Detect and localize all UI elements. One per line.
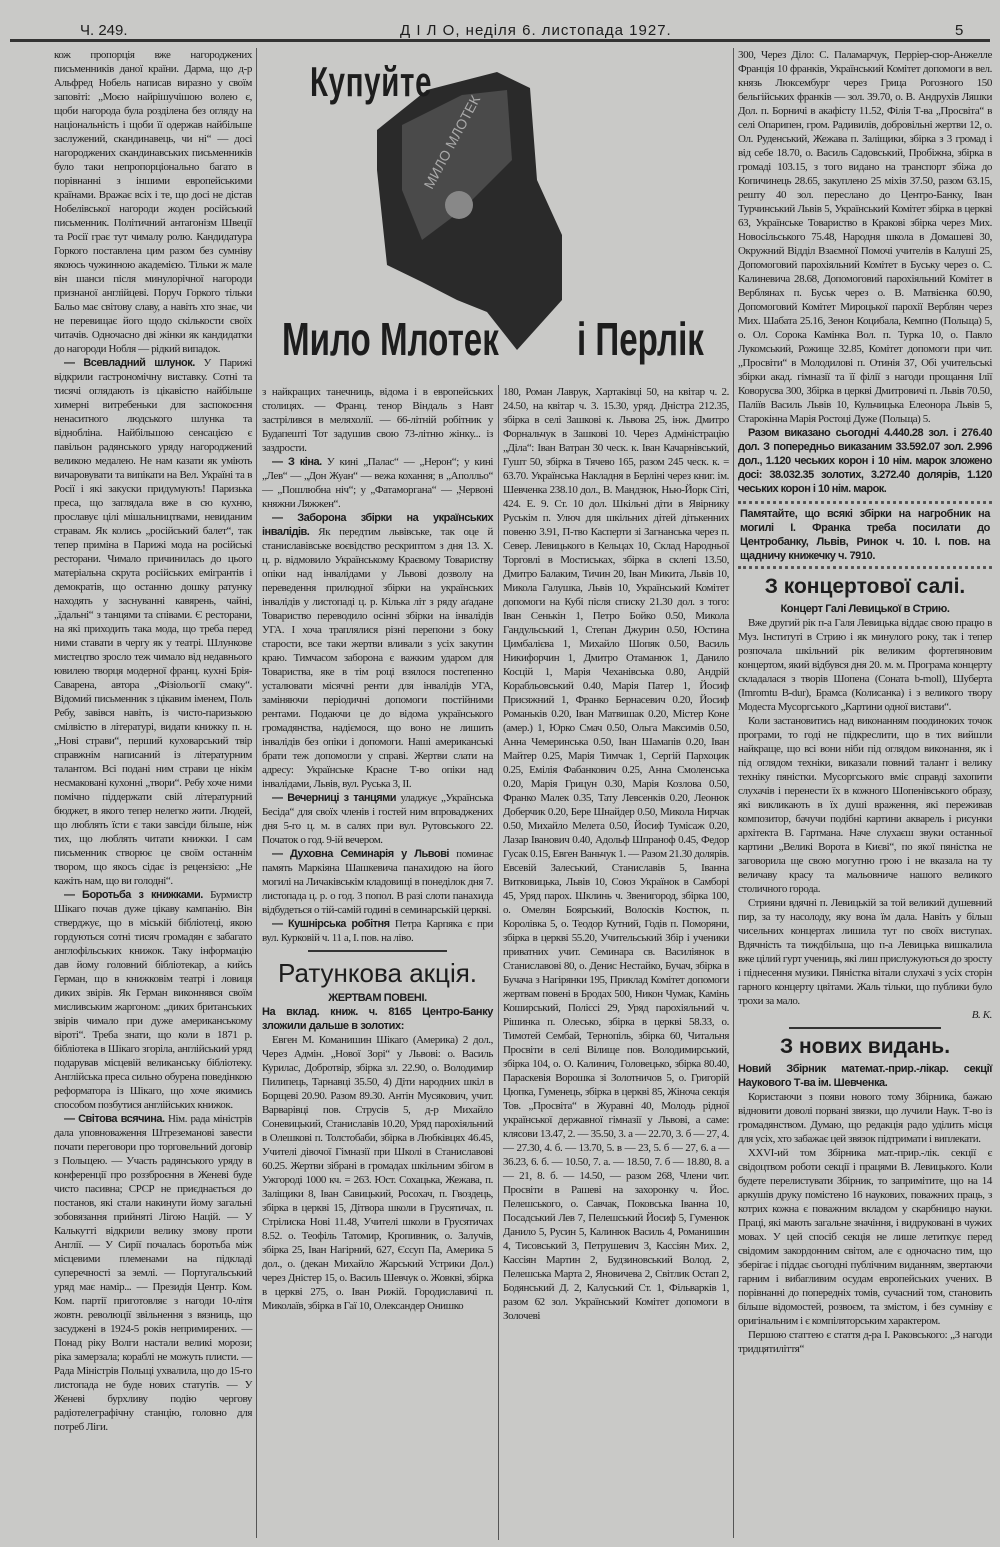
- concert-title: З концертової салі.: [764, 575, 966, 598]
- article-text: Нім. рада міністрів дала уповноваження Штреземанові завести почати переговори про торговельний договір з Польщею. — Участь радянського уряду в конференції про роззброєння в Женеві буде чисто пасивна; СРСР не приєднається до постанов, які стали накинути йому загальні зобовязання прийняті Лігою Націй. — У Калькутті відкрили велику змову проти Англії. — У Сирії почалась боротьба між місцевими племенами на підкладі суперечності за землі. — Португальський уряд має намір... — Президія Центр. Ком. Ком. партії приготовляє з нагоди 10-літя жовтн. революції звільнення з вязниць, що засуджені в 1924-5 років непримирених. — Понад ріку Волги настали великі морози; ріка замерзала; кораблі не можуть плисти. — Рада Міністрів Польщі ухвалила, що до 15-го листопада не буде нових статутів. — У Женеві бурхливу подію чергову радіотелеграфічну станцію, головно для потреб Ліги.: [54, 1113, 252, 1433]
- article-heading: — Всевладний шлунок.: [64, 357, 195, 369]
- article-heading: — Духовна Семинарія у Львові: [272, 848, 449, 860]
- author-signature: В. К.: [971, 1009, 992, 1021]
- article-heading: — Заборона збірки на українських інвалідів.: [262, 512, 493, 538]
- article-text: уладжує „Українська Бесіда“ для своїх членів і гостей ним впроваджених дня 5-го ц. м. в салях при вул. Рутовського 22. Початок о год. 9-ій вечером.: [262, 792, 493, 846]
- article-heading: — Світова всячина.: [64, 1113, 165, 1125]
- relief-subtitle: ЖЕРТВАМ ПОВЕНІ.: [328, 992, 427, 1004]
- ad-headline: Купуйте: [310, 58, 433, 105]
- column-divider: [498, 385, 499, 1540]
- column-divider: [733, 48, 734, 1538]
- article-heading: — З кіна.: [272, 456, 322, 468]
- relief-intro: На вклад. книж. ч. 8165 Центро-Банку зложили дальше в золотих:: [262, 1006, 493, 1032]
- books-subtitle: Новий Збірник математ.-прир.-лікар. секції Наукового Т-ва ім. Шевченка.: [738, 1063, 992, 1089]
- article-text: Стрияни вдячні п. Левицькій за той великий душевний пир, за ту насолоду, яку вона їм дала. Навіть у більш чисельних концертах лишила тут по своїх виступах. Вдячність та тиждбільша, що п-а Левицька вишкалила вже цілий гурт учениць, які лиш прислужуються до зросту і піднесення музики. Пяністка вітали слухачі з усіх сторін гарного концерту цвітами. Жаль тільки, що публики було трохи за мало.: [738, 897, 992, 1007]
- page-number: 5: [955, 22, 964, 39]
- article-text: Бурмистр Шікаго почав дуже цікаву кампанію. Він стверджує, що в міській бібліотеці, якою гордуються сотні тисяч громадян є забагато англофільських книжок. Таку інформацію дав йому головний бібліотекар, а кийсь Герман, що в книжковім театрі і ловиця диких звірів. Як Герман виконнявся своїм мисливським жаргоном: „диких британських звірів чимало при дуже американському віроті“. Треба знати, що коли в 1871 р. бібліотека в Шікаго згоріла, англійський уряд подарував місцевій великанську бібліотеку. Англійська преса сильно обурена поведінкою реформатора із Шікаго, що хоче якимись способом позбутися англійських книжок.: [54, 889, 252, 1111]
- relief-title: Ратункова акція.: [277, 958, 478, 988]
- column-3: [503, 385, 729, 1323]
- article-heading: — Боротьба з книжками.: [64, 889, 203, 901]
- ad-product-name-2: і Перлік: [577, 313, 704, 365]
- article-text: Петра Карпяка є при вул. Курковій ч. 11 а, І. пов. на ліво.: [262, 918, 493, 944]
- article-heading: — Кушнірська робітня: [272, 918, 390, 930]
- donation-list: 300, Через Діло: С. Паламарчук, Перріер-сюр-Анжелле Франція 10 франків, Український Комітет допомоги в вел. князь Люксембург через Грица Рогозного 150 бельгійських франків — зол. 39.70, о. В. Андрухів Ляшки Дол. п. Борничі в акафісту 11.52, Філія Т-ва „Просвіта“ в селі Опарипен, гром. Радивилів, добровільні жертви 12, о. Ол. Руденський, Жежава п. Заліщики, збірка з 3 громад і від себе 18.70, о. Василь Садовський, Пробіжна, збірка в громаді 103.15, з того видано на транспорт збіжа до Копичинець 28.65, закуплено 25 міхів 37.50, разом 63.15, решту 40 зол. переслано до Центро-Банку, Іван Турчинський Львів 5, Український Комітет збірка в церкві 63, Українське Товариство в Кракові збірка через Мих. Новосільського 75.48, Народня школа в Домашеві 30, Окружний Відділ Взаємної Помочі учителів в Калуші 25, Допомоговий парохіяльний Комітет в Буську через о. С. Калиневича 28.68, Допомоговий парохіяльний Комітет в Верблянах п. Буськ через о. В. Матвієнка 60.90, Допомоговий Комітет Мироцької парохії Верблян через Мих. Шабата 25.16, Зенон Коцибала, Кемпно (Польща) 5, о. Ол. Сорока Камінка Вол. п. Турка 10, о. Павло Лукомський, Рожище 32.85, Комітет допомоги при чит. „Просвіти“ в Молодилові п. Отинія 37, Обі учительські збірки акад. гімназії та її філії з нагоди прощання Ілії Коворусва 300, Збірка в церкві Дмитровичі п. Львів 70.50, Паліїв Василь Львів 10, Кульчицька Елеонора Львів 5, Старокінна Марія Ростоці Дуже (Польща) 5.: [738, 49, 992, 425]
- column-1: [54, 48, 252, 1434]
- article-text: з найкращих танечниць, відома і в европейських столицях. — Франц. тенор Віндаль з Навт застрілився в меляхолії. — 66-літній робітник у Будапешті Тот задушив свою 73-літню жінку... із заздрости.: [262, 386, 493, 454]
- column-2: [262, 385, 493, 1313]
- article-text: XXVI-ий том Збірника мат.-прир.-лік. секції є свідоцтвом роботи секції і працями В. Левицького. Коли будете перелистувати Збірник, то запримітите, що на 14 аркушів друку помістено 16 наукових, поважних праць, з котрих кожна є поважним вкладом у скарбницю науки. Праці, які мають загальне значіння, і видруковані в чужих мовах. У цей спосіб секція не лише летиткує перед свідомим закордонним світом, але є одночасно тим, що зберігає і піддає сьогодні публічним виданням, звертаючи гарним і вибагливим осудам европейських учених. В порівнанні до попередніх томів, сучасний том, становить більше відомостей, розвоєм, та змістом, і без сумніву є оригінальним і є компіляторським характером.: [738, 1147, 992, 1327]
- section-rule: [308, 950, 447, 952]
- article-text: Як передтим львівське, так оце й станиславівське воєвідство рескриптом з дня 13. Х. ц. р. відмовило Українському Краєвому Товариству опіки над інвалідами у Львові дозволу на переведення прилюдної збірки на українських інвалідів у листопаді ц. р. Кілька літ з ряду аґадане Товариство переводило осінні збірки на інвалідів УГА. І хоча траплялися різні перепони з боку старости, все таки жертви вливали з усіх закутин краю. Тимчасом заборона є важким ударом для Товариства, яке в тім році взялося постепенно усталювати місячні ренти для інвалідів УГА, заміняючи періодичні допомоги постійними рентами. Подаючи це до відома українського громадянства, надіємося, що воно не лишить інвалідів без опіки і допомоги. Наші американські брати теж допомогли у справі. Жертви слати на адресу: Українське Красне Т-во опіки над інвалідами, Львів, вул. Руська 3, II.: [262, 526, 493, 790]
- ad-product-name: Мило Млотек: [282, 313, 499, 365]
- article-text: Користаючи з появи нового тому Збірника, бажаю відновити доволі порвані звязки, що лучили Наук. Т-во із громадянством. Думаю, що редакція радо уділить місця для усіх, хто забажає цей звязок підтримати і виплекати.: [738, 1091, 992, 1145]
- article-text: поминає память Маркіяна Шашкевича панахидою на його могилі на Личаківськім кладовищі в понеділок дня 7. листопада ц. р. о год. 3 попол. В разі слоти панахида відбудеться о тій-самій годині в семинарській церкві.: [262, 848, 493, 916]
- donation-list: 180, Роман Лаврук, Хартаківці 50, на квітар ч. 2. 24.50, на квітар ч. 3. 15.30, уряд. Дністра 212.35, збірка в селі Зашкові к. Львова 25, інж. Дмитро Форнальчук в Зашкові 10. Через Адміністрацію „Діла“: Іван Ватран 30 ческ. к. Іван Качарнівський, Гушт 50, збірка в Тячево 165, разом 245 ческ. к. = 63.70. Українська Накладня в Берліні через книг. ім. Шевченка 238.10 дол., В. Мандзюк, Нью-Йорк Сіті, 424. Е. 9. Ст. 10 дол. Шкільні діти в Явірнику Руськім п. Улюч для шкільних дітей дітькенних повеню 3.91, П-тво Касперти зі Загнанська через п. Север. Левицького в Кельцах 10, Склад Народньої Торговлі в Мостиськах, збірка в склепі 13.50, Дмитро Балаким, Тичин 20, Іван Микита, Львів 10, Микола Галушка, Львів 10, Український Комітет допомоги на Кубі після списку 21.30 дол. з того: Іван Сенькін 1, Петро Бойко 0.50, Микола Гандульський 1, Степан Джурин 0.50, Юстина Цимбалієва 1, Михайло Шопяк 0.50, Василь Никифорчин 1, Дмитро Отаманюк 1, Данило Косцій 1, Марія Чеханівська 0.80, Андрій Корабльовський 0.40, Марія Патер 1, Йосиф Присяжний 1, Франко Бернасевич 0.20, Йосиф Романьків 0.20, Іван Матвишак 0.20, Містер Коне (амер.) 1, Юрко Смач 0.50, Ольга Максимів 0.50, Анна Чемеринська 0.50, Іван Шамапів 0.20, Іван Майтер 0.25, Марія Тимчак 1, Сергій Пархоцик 0.25, Емілія Фабанкович 0.25, Анна Смоленська 0.20, Марія Грицун 0.30, Марія Козлова 0.50, Франко Малек 0.35, Тату Левсенків 0.20, Леонюк Доберчик 0.20, Бере Шнайдер 0.50, Микола Нирчак 0.50, Михайло Мелета 0.50, Йосиф Тумісаж 0.20, Лазар Іванович 0.40, Адольф Шпраноф 0.45, Федор Гусак 0.15, Евген Ваньчук 1. — Разом 21.30 долярів. Евсевій Залеський, Станиславів 5, Іванна Витковицька, Львів 10, Союз Українок в Самборі 45, Уряд парох. Шклинь ч. Звенигород, збірка 100, о. Омелян Боярський, Волосків Костюк, п. Королівка 5, о. Теодор Кутний, Годів п. Поморяни, збірка в церкві 55.20, Учительський Збір і ученики приватних учит. Семинара св. Василіянок в Станиславові 80, о. Денис Нестайко, Бучач, збірка в Бучача з Нагірянки 195, Приклад Комітет допомоги жертвам повені в Бродах 500, Никон Чумак, Камінь Коширський, Поліссі 29, Уряд парохіяльний ч. Рішинка п. Олесько, збірка в церкві 58.33, о. Тимотей Сембай, Тернопіль, збірка 60, Читальня Просвіти в селі Вілище пов. Володимирський, збірка 104, о. О. Калинич, Головецько, збірка 80.40, Параскевія Ворошка зі Золотничов 5, о. Григорій Цюпка, Гуменець, збірка в церкві 85, Жіноча секція Тов. „Просвіта“ в Журавні 40, Молодь рідної української державної гімназії у Львові, а саме: клясови 13.47, 2. — 35.50, 3. а — 22.70, 3. б — 27, 4. — 27.30, 4. б. — 13.70, 5. в — 23, 5. б — 27, 6. а — 36.23, 6. б. — 10.50, 7. а. — 18.50, 7. б — 18.80, 8. а — 21, 8. б. — 14.50, — разом 268, Члени чит. Просвіти в Рашеві на захоронку ч. Йос. Пелешського, о. Савчак, Поковська Іванна 10, Посадський Лев 7, Пелешський Йосиф 5, Гуменюк Данило 5, Русин 5, Калинюк Василь 4, Романишин 4, Тисовський 3, Петрушевич 3, Кассіян Мих. 2, Кассіян Мартин 2, Будзиновський Волод. 2, Пелешська Марта 2, Яновичева 2, Світлик Остап 2, Бодянський Д. 2, Калуський Ст. 1, Фільварків 1, разом 62 зол. Український Комітет допомоги в Золочеві: [503, 386, 729, 1322]
- article-text: Першою статтею є стаття д-ра І. Раковського: „З нагоди тридцятиліття“: [738, 1329, 992, 1355]
- issue-number: Ч. 249.: [80, 22, 128, 39]
- section-rule: [789, 1027, 941, 1029]
- header-rule: [10, 39, 990, 42]
- article-text: У Парижі відкрили гастрономічну виставку. Сотні та тисячі оглядають із цікавістю найбільше химерні витребеньки для заспокоєння ненаситного людського шлунка та віднобліна. Найбільшою сенсацією є павільон радянського уряду нагороджений великою медалею. Не нам казати як уміють вичаровувати та випікати на Вел. Україні та в Росії і які закуски придумують! Паризька преса, що заглядала вже в сю кухню, прославує цілі мішальництвами, невиданим стравам. Як колись „російський балет“, так тепер приміна в Парижі мода на російські ресторани. Чимало причинилась до цього матеріальна скрута російських емігрантів і демократів, що останню дошку ратунку находять у заснуванні кавярень, чайні, „їдальні“ з танцями та співами. Є ресторани, на які приходить така мода, що треба перед ними ставати в чергу як у театрі. Шлункове мистецтво зросло теж чимало від недавнього ювилею творця модерної франц. кухні Брія-Саварена, автора „Фізіольогії смаку“. Відомий письменник з цікавим іменем, Поль Ребу, завівся навіть, із чисто-паризькою смілвістю в літературі, видати книжку п. н. „Нові страви“, перший куховарський твір справжнім написаний із літературним талантом. Всі подані ним страви це нікім несмаковані кухонні „твори“. Ребу хоче ними помічно піддержати свій літературний бюджет, в якого тепер нелегко жити. Людей, що люблять їсти є таки завсіди більше, ніж тих, що люблять читати книжки. І сам письменник створює це своїм останнім твором, що якось сідає із рецензією: „Не кажіть нам, що ви голодні“.: [54, 357, 252, 887]
- franko-notice: Памятайте, що всякі збірки на нагробник на могилі І. Франка треба посилати до Центробанку, Львів, Ринок ч. 10. І. пов. на щадничу книжечку ч. 7910.: [738, 501, 992, 569]
- column-divider: [256, 48, 257, 1538]
- article-text: кож пропорція вже нагороджених письменників даної країни. Дарма, що д-р Альфред Нобель написав виразно у своїм заповіті: „Моєю найрішучішою волею є, щоби нагорода була розділена без огляду на національність і щоби її одержав найбільше заслужений, скандинавець, чи ні“ — досі нагороджених скандинавських письменників було таки непропорціонально багато в порівнанні з іншими европейськими країнами. Вражає всіх і те, що досі не дістав Нобелівської нагороди жоден російський письменник. Політичний антагонізм Швеції та Росії грає тут чималу ролю. Кандидатура Горкого поставлена цим разом без сумніву якоюсь чужинною академією. Тільки ж мале він шанси після минулорічної нагороди признаної англійцеві. Поруч Горкого тільки Бальо має світову славу, а навіть хто знає, чи не перевищає його щодо скількости своїх читачів. Одночасно дві жінки як кандидатки до нагороди Нобля — рідкий випадок.: [54, 49, 252, 355]
- books-title: З нових видань.: [779, 1035, 951, 1058]
- article-text: У кині „Палас“ — „Нерон“; у кині „Лев“ — „Дон Жуан“ — вежа кохання; в „Аполльо“ — „Пошлюбна ніч“; у „Фатаморгана“ — „Червоні княжни Ляжжен“.: [262, 456, 493, 510]
- donation-list: Евген М. Команишин Шікаго (Америка) 2 дол., Через Адмін. „Нової Зорі“ у Львові: о. Василь Курилас, Добротвір, збірка зл. 22.90, о. Володимир Пилипець, Тарнавці 35.50, 4) Діти народних шкіл в Борщеві 20.90. Разом 89.30. Антін Мусякович, учит. Варварівці пов. Струсів 5, д-р Михайло Соневицький, Станиславів 10.20, Уряд парохіяльний в Олешкові п. Толстобаби, збірка в Любківцях 46.45, Учителі дівочої Гімназії при Школі в Станиславові 60.25. Жертви зібрані в громадах шкільним збігом в Ужгороді 1000 кч. = 263. Юст. Сохацька, Жежава, п. Заліщики 8, Іван Савицький, Росохач, п. Гвоздець, збірка в церкві 15, Дітвора школи в Грусятичах, п. Стрілиска Нові 11.48, Учителі школи в Грусятичах 8.52. о. Теофіль Татомир, Кропивник, о. Залучів, збірка 25, Іван Нагірний, 627, Єссуп Па, Америка 5 дол., о. (декан Михайло Жарський Устрики Дол.) через Дністер 15, о. Василь Шевчук о. Жовкві, збірка в церкві 275, о. Іван Рижій. Городиславичі п. Миколаїв, збірка в Гаї 10, Олександер Онишко: [262, 1034, 493, 1312]
- box-label: МИЛО МЛОТЕК: [420, 92, 484, 192]
- article-text: Вже другий рік п-а Галя Левицька віддає свою працю в Муз. Інституті в Стрию і як минулого року, так і тепер розпочала шкільний рік великим фортепяновим концертом, який відбувся дня 20. м. м. Програма концерту складалася з творів Шопена (Соната b-moll), Шуберта (Imromtu B-dur), Брамса (Колисанка) і з великого твору Модеста Мусоргського „Картини одної вистави“.: [738, 617, 992, 713]
- article-heading: — Вечерниці з танцями: [272, 792, 397, 804]
- soap-advertisement: [262, 50, 728, 380]
- masthead-date: Д І Л О, неділя 6. листопада 1927.: [400, 22, 672, 39]
- donation-total: Разом виказано сьогодні 4.440.28 зол. і 276.40 дол. З попередньо виказаним 33.592.07 зол. 2.996 дол., 1.120 чеських корон і 10 нім. марок зложено досі: 38.032.35 золотих, 3.272.40 долярів, 1.120 чеських корон і 10 нім. марок.: [738, 427, 992, 495]
- column-4: [738, 48, 992, 1356]
- concert-subtitle: Концерт Галі Левицької в Стрию.: [780, 603, 950, 615]
- article-text: Коли застановитись над виконанням поодиноких точок програми, то годі не підкреслити, що в тих вийшли найкраще, що всі вони ніби під оглядом виконання, як і під оглядом техніки, виказали повний талант і велику техніку пяністки. Мусоргського вміє справді захопити слухачів і перенести їх в кожного Шопенівського образу, які викликають в їх душі враження, які переживав композитор, бачучи подібні картини акварель і рисунки архітекта В. Гартмана. Наче слухаєш звуки останньої картини „Великі Ворота в Києві“, по якої пяністка не заговорила ще свою могутню грою і не вказала на ту величаву красу та мальовниче нашого великого столичного города.: [738, 715, 992, 895]
